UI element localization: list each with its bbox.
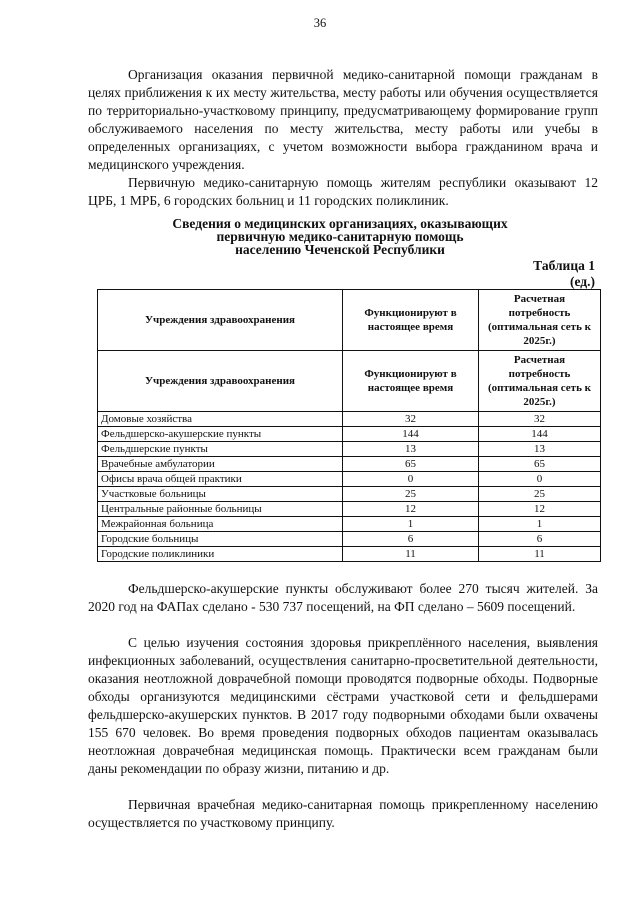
table-row (98, 547, 601, 562)
table-unit: (ед.) (569, 274, 595, 289)
cell-current: 144 (343, 427, 479, 442)
paragraph-organization: Организация оказания первичной медико-санитарной помощи гражданам в целях приближения к их месту жительства, месту работы или обучения осуществляется по территориально-участковому принципу, предусматривающему формирование групп обслуживаемого населения по месту жительства, месту работы или учебы в определенных организациях, с учетом возможности выбора гражданином врача и медицинского учреждения. (88, 67, 598, 172)
cell-name: Фельдшерско-акушерские пункты (98, 427, 343, 442)
table-row (98, 517, 601, 532)
table-title-line: первичную медико-санитарную помощь (216, 229, 464, 244)
cell-required: 13 (479, 442, 601, 457)
table-row (98, 502, 601, 517)
header-institutions: Учреждения здравоохранения (98, 290, 343, 351)
paragraph-district-principle: Первичная врачебная медико-санитарная помощь прикрепленному населению осуществляется по участковому принципу. (88, 797, 598, 830)
table-header-row-repeat (98, 351, 601, 412)
cell-current: 13 (343, 442, 479, 457)
table-row (98, 442, 601, 457)
table-title (150, 217, 530, 256)
cell-required: 144 (479, 427, 601, 442)
cell-required: 65 (479, 457, 601, 472)
table-title-line: Сведения о медицинских организациях, оказывающих (172, 216, 508, 231)
cell-name: Домовые хозяйства (98, 412, 343, 427)
medical-organizations-table (97, 289, 601, 562)
cell-required: 0 (479, 472, 601, 487)
header-institutions: Учреждения здравоохранения (98, 351, 343, 412)
cell-current: 0 (343, 472, 479, 487)
cell-current: 25 (343, 487, 479, 502)
cell-name: Фельдшерские пункты (98, 442, 343, 457)
paragraph-home-visits: С целью изучения состояния здоровья прикреплённого населения, выявления инфекционных заболеваний, осуществления санитарно-просветительной деятельности, оказания неотложной доврачебной помощи проводятся подворные обходы. Подворные обходы организуются медицинскими сёстрами участковой сети и фельдшерами фельдшерско-акушерских пунктов. В 2017 году подворными обходами были охвачены 155 670 человек. Во время проведения подворных обходов пациентам оказывалась неотложная доврачебная медицинская помощь. Практически всем гражданам были даны рекомендации по образу жизни, питанию и др. (88, 635, 598, 776)
cell-current: 12 (343, 502, 479, 517)
cell-required: 25 (479, 487, 601, 502)
cell-required: 12 (479, 502, 601, 517)
cell-current: 6 (343, 532, 479, 547)
table-row (98, 532, 601, 547)
header-required: Расчетная потребность (оптимальная сеть к 2025г.) (479, 351, 601, 412)
cell-name: Городские больницы (98, 532, 343, 547)
header-required: Расчетная потребность (оптимальная сеть к 2025г.) (479, 290, 601, 351)
page-number: 36 (313, 16, 327, 30)
cell-required: 6 (479, 532, 601, 547)
table-row (98, 457, 601, 472)
paragraph-fap: Фельдшерско-акушерские пункты обслуживают более 270 тысяч жителей. За 2020 год на ФАПах сделано - 530 737 посещений, на ФП сделано – 5609 посещений. (88, 581, 598, 614)
table-label: Таблица 1 (533, 258, 595, 273)
cell-name: Врачебные амбулатории (98, 457, 343, 472)
cell-current: 11 (343, 547, 479, 562)
cell-current: 65 (343, 457, 479, 472)
cell-name: Офисы врача общей практики (98, 472, 343, 487)
cell-required: 32 (479, 412, 601, 427)
cell-required: 1 (479, 517, 601, 532)
table-row (98, 487, 601, 502)
cell-name: Межрайонная больница (98, 517, 343, 532)
cell-required: 11 (479, 547, 601, 562)
cell-name: Городские поликлиники (98, 547, 343, 562)
paragraph-primary-care: Первичную медико-санитарную помощь жителям республики оказывают 12 ЦРБ, 1 МРБ, 6 городских больниц и 11 городских поликлиник. (88, 175, 598, 208)
table-title-line: населению Чеченской Республики (235, 242, 445, 257)
table-header-row (98, 290, 601, 351)
header-current: Функционируют в настоящее время (343, 351, 479, 412)
table-row (98, 427, 601, 442)
cell-current: 1 (343, 517, 479, 532)
cell-name: Центральные районные больницы (98, 502, 343, 517)
table-row (98, 412, 601, 427)
cell-name: Участковые больницы (98, 487, 343, 502)
table-row (98, 472, 601, 487)
cell-current: 32 (343, 412, 479, 427)
header-current: Функционируют в настоящее время (343, 290, 479, 351)
